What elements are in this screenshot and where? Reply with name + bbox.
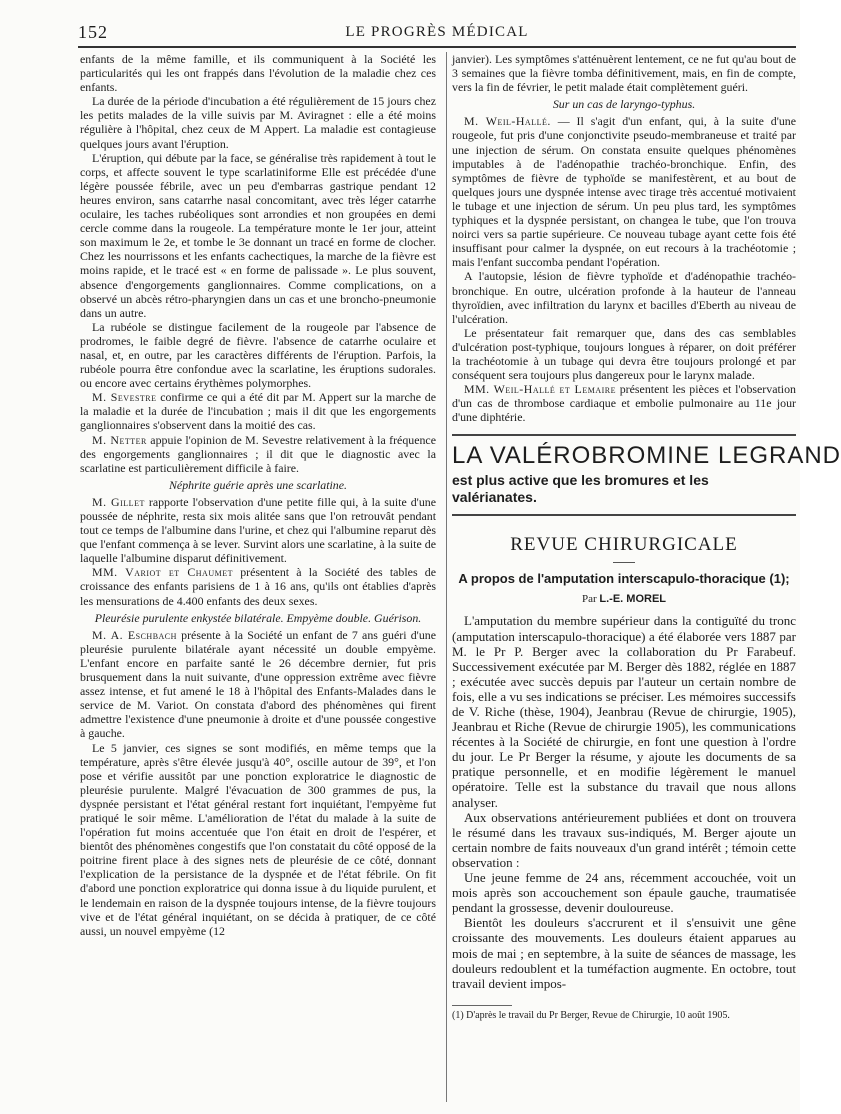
speaker-name: MM. Weil-Hallé et Lemaire — [464, 382, 616, 397]
footnote-rule — [452, 1005, 512, 1006]
advertisement — [452, 440, 841, 506]
speaker-name: M. Weil-Hallé. — [464, 114, 551, 129]
paragraph: M. Sevestre confirme ce qui a été dit par M. Appert sur la marche de la maladie et la durée de l'incubation ; mais il dit que les engorgements ganglionnaires s'observent dans la moitié des cas. — [80, 390, 436, 433]
paragraph: Aux observations antérieurement publiées et dont on trouvera le résumé dans les travaux sus-indiqués, M. Berger ajoute un certain nombre de faits nouveaux d'un grand intérêt ; témoin cette observation : — [452, 809, 796, 870]
advert-rule-top — [452, 434, 796, 436]
advert-text: est plus active que les bromures et les valérianates. — [452, 472, 709, 506]
section-title: REVUE CHIRURGICALE — [510, 534, 738, 556]
footnote: (1) D'après le travail du Pr Berger, Revue de Chirurgie, 10 août 1905. — [452, 1009, 730, 1021]
paragraph: Bientôt les douleurs s'accrurent et il s'ensuivit une gêne croissante des mouvements. Les douleurs étaient apparues au mois de mai ; en septembre, à la suite de séances de massage, les douleurs redoublent et la tuméfaction augmente. En octobre, tout travail devient impos- — [452, 915, 796, 991]
advert-title: LA VALÉROBROMINE LEGRAND — [452, 442, 841, 470]
paragraph: M. Gillet rapporte l'observation d'une petite fille qui, à la suite d'une poussée de néphrite, resta six mois alitée sans que l'on retrouvât pendant tout ce temps de l'albumine dans l'urine, et chez qui l'albumine reparut dès que l'enfant commença à se lever. Survint alors une scarlatine, à la suite de laquelle l'albumine disparut définitivement. — [80, 494, 436, 566]
paragraph: MM. Variot et Chaumet présentent à la Société des tables de croissance des enfants parisiens de 1 à 16 ans, qu'ils ont établies d'après les mensurations de 4.400 enfants des deux sexes. — [80, 565, 436, 608]
speaker-name: M. Gillet — [92, 494, 145, 509]
header-rule — [78, 46, 796, 48]
article-title: A propos de l'amputation interscapulo-thoracique (1); — [458, 571, 790, 587]
paragraph: Le présentateur fait remarquer que, dans des cas semblables d'ulcération post-typhique, toujours longues à réparer, on doit préférer la trachéotomie à un tubage qui devra être toujours prolongé et par conséquent sera toujours plus dangereux pour le larynx malade. — [452, 325, 796, 383]
right-column — [452, 52, 841, 1102]
paragraph: A l'autopsie, lésion de fièvre typhoïde et d'adénopathie trachéo-bronchique. En outre, ulcération profonde à la hauteur de l'anneau thyroïdien, avec infiltration du larynx et bacilles d'Eberth au niveau de l'ulcération. — [452, 269, 796, 326]
paragraph: janvier). Les symptômes s'atténuèrent lentement, ce ne fut qu'au bout de 3 semaines que la fièvre tomba définitivement, mais, en fin de compte, vers la fin de février, le petit malade était complètement guéri. — [452, 52, 796, 95]
paragraph: La durée de la période d'incubation a été régulièrement de 15 jours chez les petits malades de la ville suivis par M. Aviragnet : elle a été moins régulière à l'hôpital, chez ceux de M Appert. La maladie est contagieuse quelques jours avant l'éruption. — [80, 94, 436, 151]
speaker-name: M. A. Eschbach — [92, 627, 177, 642]
journal-title: LE PROGRÈS MÉDICAL — [345, 24, 529, 40]
paragraph: enfants de la même famille, et ils communiquent à la Société les particularités qui les ont frappés dans l'évolution de la maladie chez ces enfants. — [80, 52, 436, 95]
byline — [452, 593, 796, 605]
paragraph: L'éruption, qui débute par la face, se généralise très rapidement à tout le corps, et affecte souvent le type scarlatiniforme Elle est précédée d'une légère poussée fébrile, avec un peu d'embarras gastrique pendant 12 heures environ, sans catarrhe nasal concomitant, avec très léger catarrhe oculaire, les taches rubéoliques sont arrondies et non groupées en demi cercle comme dans la rougeole. La température monte le 1er jour, atteint son maximum le 2e, et tombe le 3e donnant un tracé en forme de clocher. Chez les nourrissons et les enfants cachectiques, la marche de la fièvre est moins rapide, et le tracé est « en forme de palissade ». Le plus souvent, absence d'engorgements ganglionnaires. Comme complications, on a observé un abcès rétro-pharyngien dans un cas et une broncho-pneumonie dans un autre. — [80, 150, 436, 320]
page-number: 152 — [78, 22, 108, 42]
advert-rule-bottom — [452, 514, 796, 516]
subheading: Sur un cas de laryngo-typhus. — [552, 97, 696, 112]
paragraph: MM. Weil-Hallé et Lemaire présentent les pièces et l'observation d'un cas de thrombose cardiaque et embolie pulmonaire au 11e jour d'une diphtérie. — [452, 382, 796, 425]
speaker-name: MM. Variot et Chaumet — [92, 565, 233, 580]
section-rule — [613, 562, 635, 563]
left-column — [80, 52, 436, 1102]
paragraph: La rubéole se distingue facilement de la rougeole par l'absence de prodromes, le faible degré de fièvre. l'absence de catarrhe oculaire et nasal, et, en outre, par les caractères différents de l'éruption. Parfois, la rubéole pourra être confondue avec la scarlatine, les éruptions sudorales. ou encore avec certains érythèmes polymorphes. — [80, 319, 436, 391]
author-name: L.-E. MOREL — [599, 593, 667, 606]
subheading: Néphrite guérie après une scarlatine. — [169, 477, 347, 492]
subheading: Pleurésie purulente enkystée bilatérale. Empyème double. Guérison. — [94, 610, 422, 625]
paragraph: M. A. Eschbach présente à la Société un enfant de 7 ans guéri d'une pleurésie purulente bilatérale ayant nécessité un double empyème. L'enfant encore en parfaite santé le 26 décembre dernier, fut pris brusquement dans la nuit suivante, d'une oppression extrême avec fièvre assez intense, et fut amené le 18 à l'hôpital des Enfants-Malades dans le service de M. Variot. On constata d'abord des phénomènes qui firent admettre l'existence d'une pneumonie à droite et d'une poussée congestive à gauche. — [80, 627, 436, 741]
author-prefix: Par — [581, 593, 597, 606]
speaker-name: M. Sevestre — [92, 390, 157, 405]
speaker-name: M. Netter — [92, 432, 147, 447]
paragraph: M. Netter appuie l'opinion de M. Sevestre relativement à la fréquence des engorgements ganglionnaires ; il dit que le diagnostic avec la scarlatine est particulièrement difficile à faire. — [80, 432, 436, 475]
paragraph: L'amputation du membre supérieur dans la contiguïté du tronc (amputation interscapulo-thoracique) a été élaborée vers 1887 par M. le Pr P. Berger avec la collaboration du Pr Farabeuf. Successivement exécutée par M. Berger dès 1882, réglée en 1887 ; exécutée avec succès depuis par l'auteur un certain nombre de fois, elle a vu ses indications se préciser. Les mémoires successifs de V. Riche (thèse, 1904), Jeanbrau (Revue de chirurgie, 1905), Jeanbrau et Riche (Revue de chirurgie 1905), les communications récentes à la Société de chirurgie, en font une question à l'ordre du jour. Le Pr Berger la résume, y ajoute les documents de sa pratique personnelle, et en modifie légèrement le manuel opératoire. Telle est la substance du travail que nous allons analyser. — [452, 613, 796, 810]
paragraph: Le 5 janvier, ces signes se sont modifiés, en même temps que la température, après s'être élevée jusqu'à 40°, oscille autour de 39°, et l'on pose et vérifie aussitôt par une ponction exploratrice le diagnostic de pleurésie purulente. Malgré l'évacuation de 300 grammes de pus, la dyspnée persistant et l'état général restant fort inquiétant, l'empyème fut pratiqué le soir même. L'amélioration de l'état du malade à la suite de l'opération fut moins accentuée que l'on était en droit de l'espérer, et bientôt des phénomènes congestifs que l'on constatait du côté opposé de la poitrine firent place à des signes nets de pleurésie de ce côté, donnant l'explication de la persistance de la dyspnée et de l'état fébrile. On fit d'abord une ponction exploratrice qui donna issue à du liquide purulent, et le lendemain en raison de la dyspnée toujours intense, de la fièvre toujours vive et de l'état général inquiétant, on se décida à pratiquer, de ce côté aussi, un nouvel empyème (12 — [80, 740, 436, 938]
article-body — [452, 613, 796, 990]
paragraph: M. Weil-Hallé. — Il s'agit d'un enfant, qui, à la suite d'une rougeole, fut pris d'une conjonctivite pseudo-membraneuse et traité par une injection de sérum. On constata ensuite quelques phénomènes imputables à de l'adénopathie trachéo-bronchique. Enfin, des symptômes de fièvre de typhoïde se manifestèrent, et au bout de quelques jours une dyspnée intense avec tirage très accentué motivaient le tubage et une injection de sérum. Un peu plus tard, les symptômes typhiques et la dyspnée persistant, on changea le tube, que l'on trouva noirci vers sa partie supérieure. Ce nouveau tubage ayant cette fois été insuffisant pour calmer la dyspnée, on eut recours à la trachéotomie ; mais l'enfant succomba pendant l'opération. — [452, 114, 797, 270]
paragraph: Une jeune femme de 24 ans, récemment accouchée, voit un mois après son accouchement son épaule gauche, traumatisée pendant la grossesse, devenir douloureuse. — [452, 870, 796, 916]
column-divider — [446, 52, 447, 1102]
page-header — [78, 22, 796, 46]
